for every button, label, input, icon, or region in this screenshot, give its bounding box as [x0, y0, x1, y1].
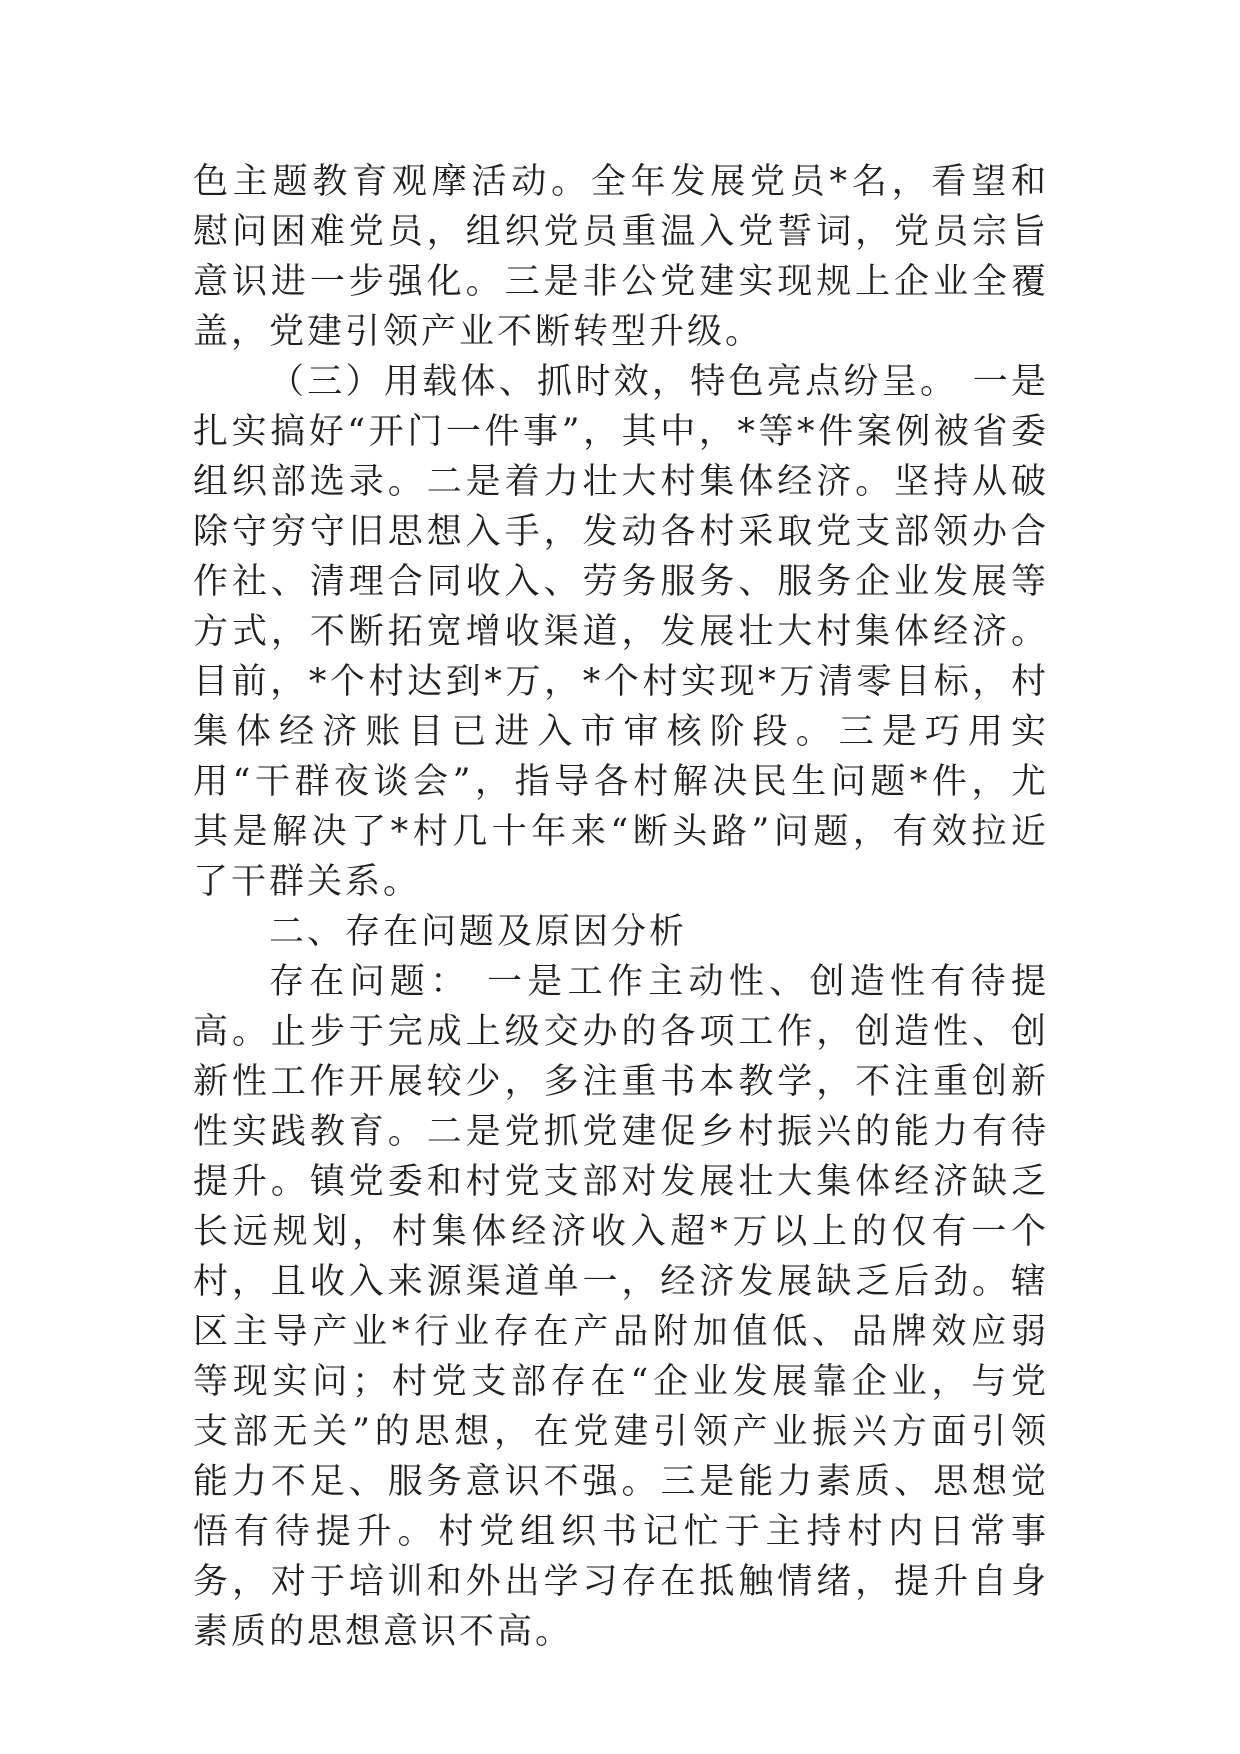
- paragraph-continuation: 色主题教育观摩活动。全年发展党员*名，看望和慰问困难党员，组织党员重温入党誓词，党员宗旨意识进一步强化。三是非公党建实现规上企业全覆盖，党建引领产业不断转型升级。: [193, 162, 1049, 352]
- paragraph-section-three: （三）用载体、抓时效，特色亮点纷呈。 一是扎实搞好“开门一件事”，其中，*等*件案例被省委组织部选录。二是着力壮大村集体经济。坚持从破除守穷守旧思想入手，发动各村采取党支部领办合作社、清理合同收入、劳务服务、服务企业发展等方式，不断拓宽增收渠道，发展壮大村集体经济。目前，*个村达到*万，*个村实现*万清零目标，村集体经济账目已进入市审核阶段。三是巧用实用“干群夜谈会”，指导各村解决民生问题*件，尤其是解决了*村几十年来“断头路”问题，有效拉近了干群关系。: [193, 362, 1049, 902]
- document-body: [193, 157, 1049, 1657]
- section-heading-problems: 二、存在问题及原因分析: [269, 912, 688, 952]
- paragraph-problems: 存在问题： 一是工作主动性、创造性有待提高。止步于完成上级交办的各项工作，创造性、创新性工作开展较少，多注重书本教学，不注重创新性实践教育。二是党抓党建促乡村振兴的能力有待提升。镇党委和村党支部对发展壮大集体经济缺乏长远规划，村集体经济收入超*万以上的仅有一个村，且收入来源渠道单一，经济发展缺乏后劲。辖区主导产业*行业存在产品附加值低、品牌效应弱等现实问；村党支部存在“企业发展靠企业，与党支部无关”的思想，在党建引领产业振兴方面引领能力不足、服务意识不强。三是能力素质、思想觉悟有待提升。村党组织书记忙于主持村内日常事务，对于培训和外出学习存在抵触情绪，提升自身素质的思想意识不高。: [193, 962, 1049, 1652]
